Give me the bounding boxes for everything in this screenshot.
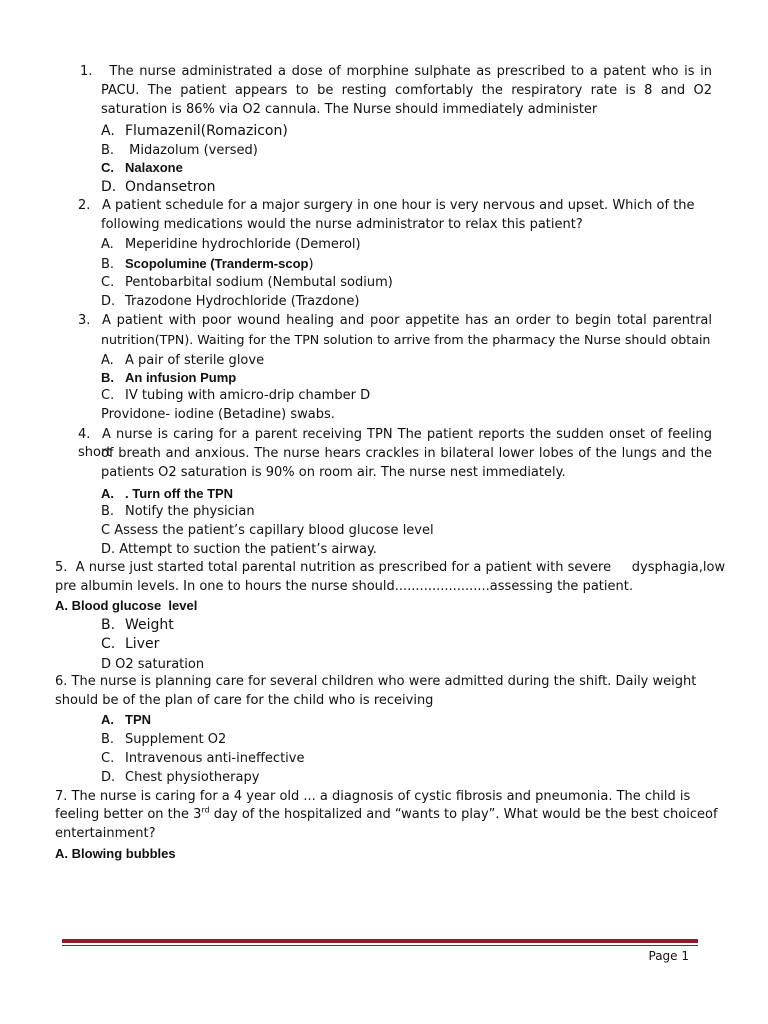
question-6-line-2: should be of the plan of care for the child who is receiving xyxy=(55,693,434,708)
question-4-line-3: patients O2 saturation is 90% on room air. The nurse nest immediately. xyxy=(101,465,566,480)
question-2-option-b-answer: B. Scopolumine (Tranderm-scop) xyxy=(101,256,314,272)
question-5-option-c: C. Liver xyxy=(101,636,160,652)
question-2-option-a: A. Meperidine hydrochloride (Demerol) xyxy=(101,237,361,252)
question-7-line-2: feeling better on the 3rd day of the hospitalized and “wants to play”. What would be the best choiceof xyxy=(55,805,718,822)
question-1-option-a: A. Flumazenil(Romazicon) xyxy=(101,123,288,139)
question-1-line-1 xyxy=(80,63,712,81)
page-number: Page 1 xyxy=(648,949,689,963)
question-2-option-c: C. Pentobarbital sodium (Nembutal sodium) xyxy=(101,275,393,290)
question-1-line-3: saturation is 86% via O2 cannula. The Nurse should immediately administer xyxy=(101,102,598,117)
question-3-line-2: nutrition(TPN). Waiting for the TPN solution to arrive from the pharmacy the Nurse should obtain xyxy=(101,332,711,347)
question-5-line-1: 5. A nurse just started total parental nutrition as prescribed for a patient with severe dysphagia,low xyxy=(55,560,726,575)
question-3-option-c: C. IV tubing with amicro-drip chamber D xyxy=(101,388,371,403)
question-7-line-3: entertainment? xyxy=(55,826,156,841)
question-3-line-1: 3. A patient with poor wound healing and poor appetite has an order to begin total parentral xyxy=(78,313,712,328)
question-6-option-a-answer: A. TPN xyxy=(101,712,151,727)
question-5-option-b: B. Weight xyxy=(101,617,174,633)
question-4-line-1: 4. A nurse is caring for a parent receiving TPN The patient reports the sudden onset of feeling short xyxy=(78,427,712,460)
question-2-option-d: D. Trazodone Hydrochloride (Trazdone) xyxy=(101,294,360,309)
question-7-option-a-answer: A. Blowing bubbles xyxy=(55,846,176,861)
question-1-option-d: D. Ondansetron xyxy=(101,179,216,195)
question-4-option-d: D. Attempt to suction the patient’s airway. xyxy=(101,542,377,557)
question-1-number: 1. xyxy=(80,64,93,79)
question-6-option-c: C. Intravenous anti-ineffective xyxy=(101,751,305,766)
question-6-line-1: 6. The nurse is planning care for several children who were admitted during the shift. Daily weight xyxy=(55,674,697,689)
question-7-line-1: 7. The nurse is caring for a 4 year old ... a diagnosis of cystic fibrosis and pneumonia. The child is xyxy=(55,789,691,804)
question-4-line-2: of breath and anxious. The nurse hears crackles in bilateral lower lobes of the lungs and the xyxy=(101,446,712,461)
question-6-option-d: D. Chest physiotherapy xyxy=(101,770,260,785)
question-5-option-d: D O2 saturation xyxy=(101,657,205,672)
question-1-option-b: B. Midazolum (versed) xyxy=(101,143,258,158)
footer-divider-thin xyxy=(62,945,698,946)
question-3-option-a: A. A pair of sterile glove xyxy=(101,353,265,368)
question-1-text: The nurse administrated a dose of morphine sulphate as prescribed to a patent who is in xyxy=(109,64,712,79)
footer-divider-thick xyxy=(62,939,698,943)
question-4-option-b: B. Notify the physician xyxy=(101,504,255,519)
question-3-option-d: Providone- iodine (Betadine) swabs. xyxy=(101,407,335,422)
question-5-line-2: pre albumin levels. In one to hours the nurse should.......................assessing the patient. xyxy=(55,579,633,594)
question-4-option-a-answer: A. . Turn off the TPN xyxy=(101,486,234,501)
question-3-option-b-answer: B. An infusion Pump xyxy=(101,370,237,385)
question-6-option-b: B. Supplement O2 xyxy=(101,732,227,747)
question-1-line-2: PACU. The patient appears to be resting comfortably the respiratory rate is 8 and O2 xyxy=(101,83,712,98)
question-5-option-a-answer: A. Blood glucose level xyxy=(55,598,198,613)
question-1-option-c-answer: C. Nalaxone xyxy=(101,160,183,175)
question-2-line-1: 2. A patient schedule for a major surgery in one hour is very nervous and upset. Which of the xyxy=(78,198,695,213)
question-4-option-c: C Assess the patient’s capillary blood glucose level xyxy=(101,523,434,538)
question-2-line-2: following medications would the nurse administrator to relax this patient? xyxy=(101,217,583,232)
